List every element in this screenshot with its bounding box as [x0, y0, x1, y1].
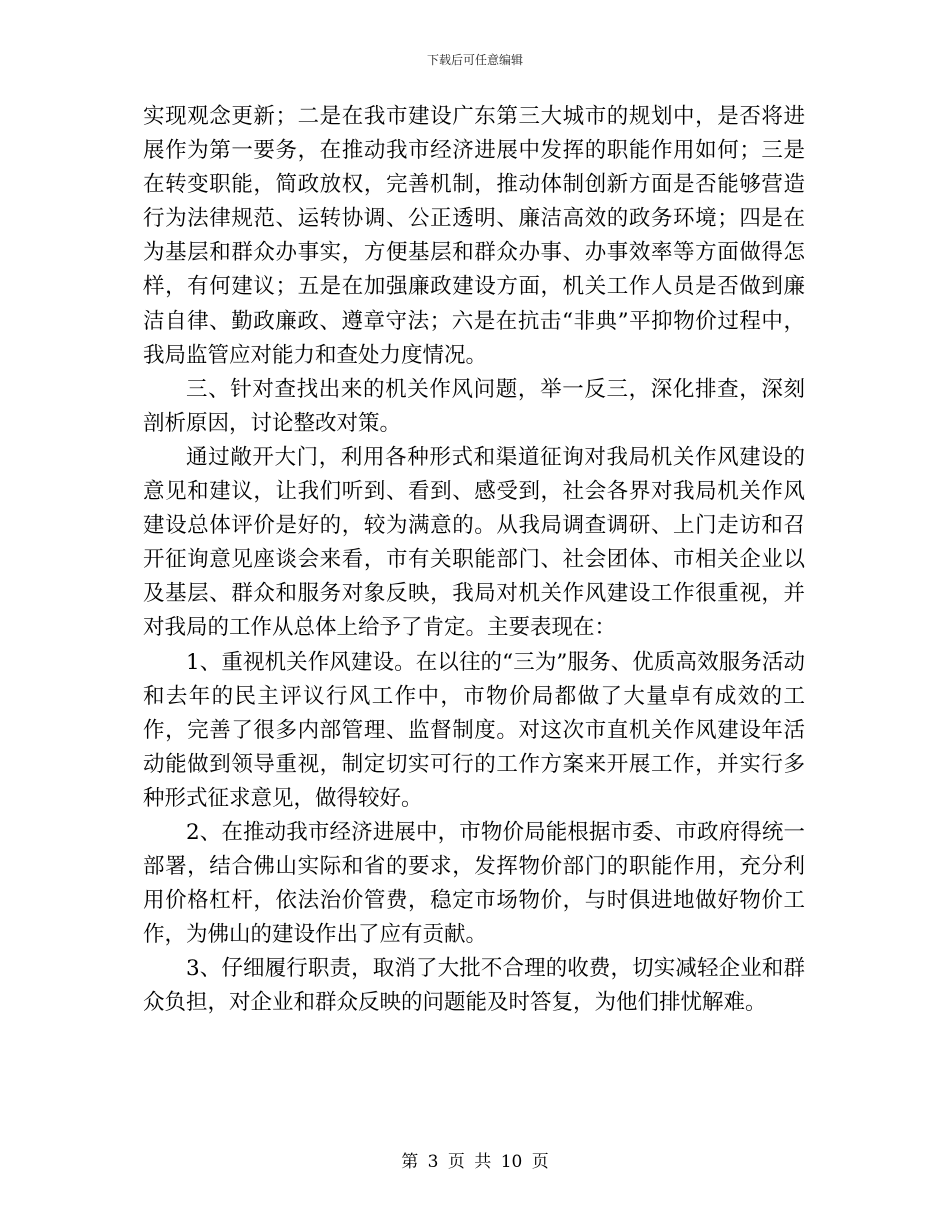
page-number-footer: 第 3 页 共 10 页	[401, 1152, 549, 1172]
paragraph-item-2: 2、在推动我市经济进展中，市物价局能根据市委、市政府得统一部署，结合佛山实际和省的要求，发挥物价部门的职能作用，充分利用价格杠杆，依法治价管费，稳定市场物价，与时俱进地做好物价工作，为佛山的建设作出了应有贡献。	[143, 819, 805, 948]
page-header: 下载后可任意编辑	[426, 53, 523, 67]
paragraph-item-3: 3、仔细履行职责，取消了大批不合理的收费，切实减轻企业和群众负担，对企业和群众反映的问题能及时答复，为他们排忧解难。	[143, 956, 805, 1016]
paragraph-overview: 通过敞开大门，利用各种形式和渠道征询对我局机关作风建设的意见和建议，让我们听到、看到、感受到，社会各界对我局机关作风建设总体评价是好的，较为满意的。从我局调查调研、上门走访和召开征询意见座谈会来看，市有关职能部门、社会团体、市相关企业以及基层、群众和服务对象反映，我局对机关作风建设工作很重视，并对我局的工作从总体上给予了肯定。主要表现在：	[143, 444, 805, 641]
document-body	[143, 100, 805, 1021]
paragraph-continuation: 实现观念更新；二是在我市建设广东第三大城市的规划中，是否将进展作为第一要务，在推动我市经济进展中发挥的职能作用如何；三是在转变职能，简政放权，完善机制，推动体制创新方面是否能够营造行为法律规范、运转协调、公正透明、廉洁高效的政务环境；四是在为基层和群众办事实，方便基层和群众办事、办事效率等方面做得怎样，有何建议；五是在加强廉政建设方面，机关工作人员是否做到廉洁自律、勤政廉政、遵章守法；六是在抗击“非典”平抑物价过程中，我局监管应对能力和查处力度情况。	[143, 104, 805, 368]
paragraph-item-1: 1、重视机关作风建设。在以往的“三为”服务、优质高效服务活动和去年的民主评议行风工作中，市物价局都做了大量卓有成效的工作，完善了很多内部管理、监督制度。对这次市直机关作风建设年活动能做到领导重视，制定切实可行的工作方案来开展工作，并实行多种形式征求意见，做得较好。	[143, 649, 805, 811]
paragraph-section-three: 三、针对查找出来的机关作风问题，举一反三，深化排查，深刻剖析原因，讨论整改对策。	[143, 376, 805, 436]
